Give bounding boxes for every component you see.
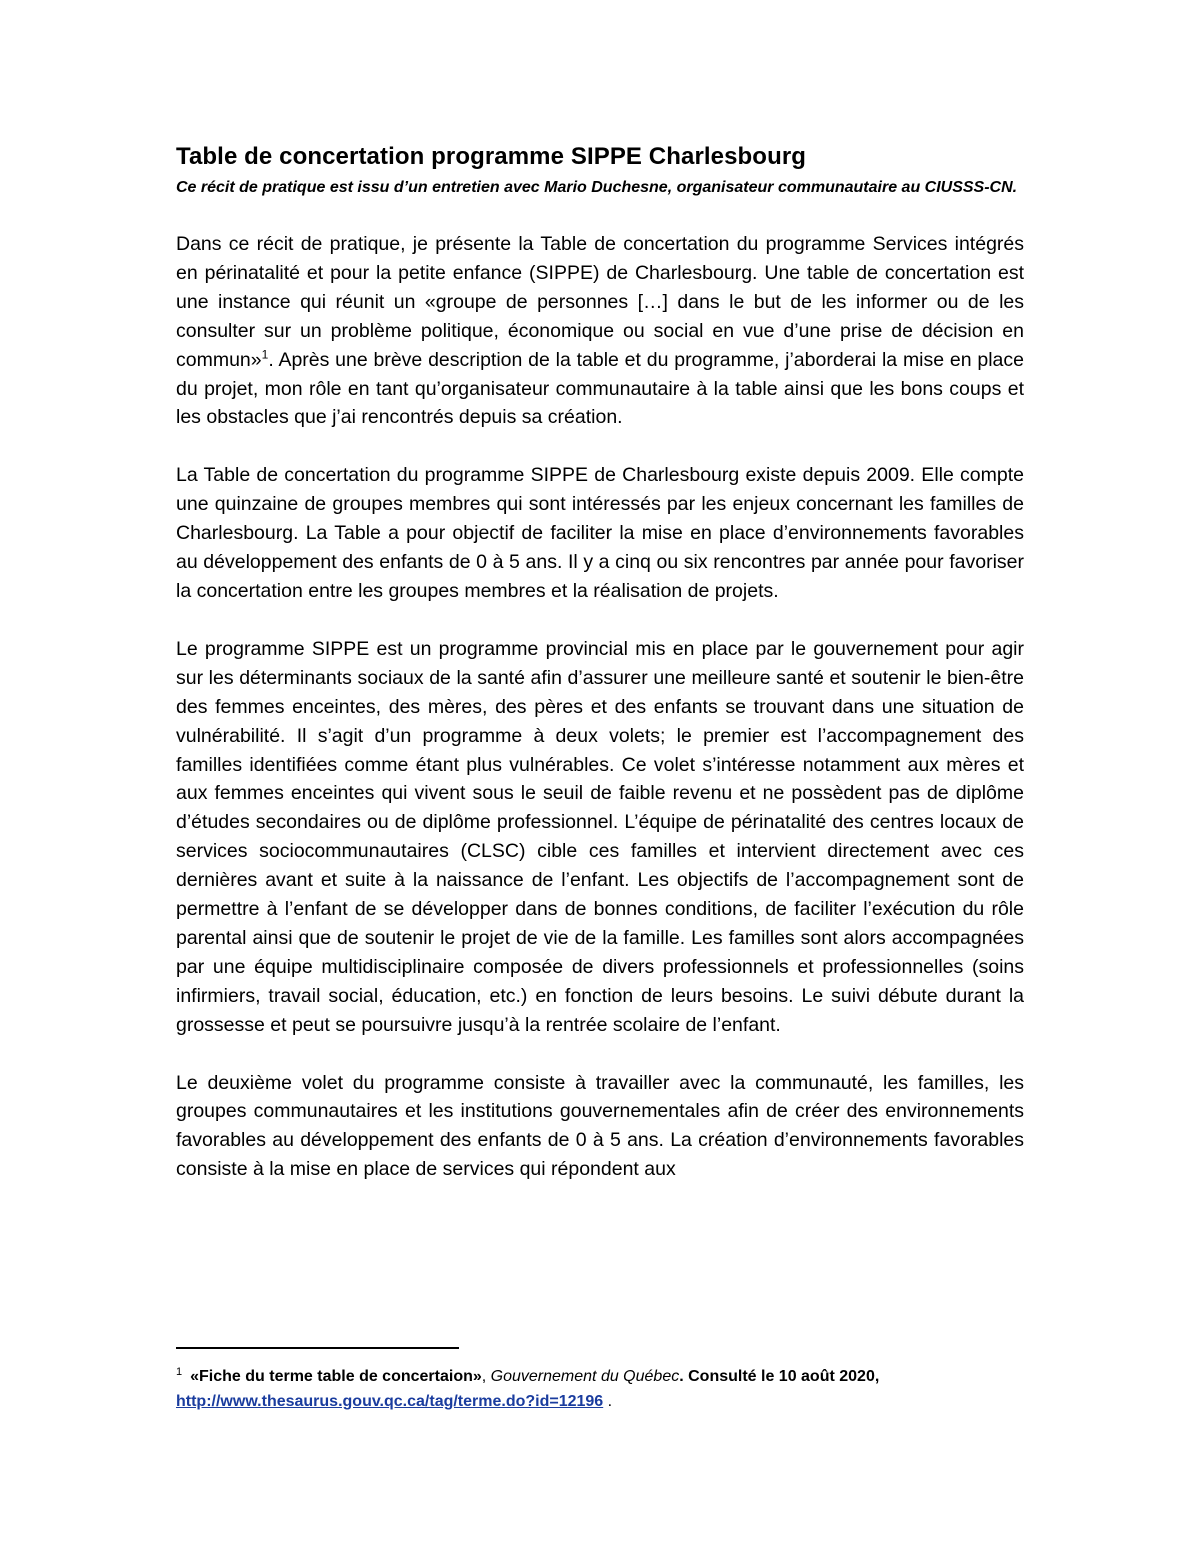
footnote-title: «Fiche du terme table de concertaion» bbox=[190, 1368, 482, 1385]
paragraph-second-component: Le deuxième volet du programme consiste à travailler avec la communauté, les familles, les groupes communautaires et les institutions gouvernementales afin de créer des environnements favorables au développement des enfants de 0 à 5 ans. La création d’environnements favorables consiste à la mise en place de services qui répondent aux bbox=[176, 1071, 1024, 1181]
footnote-reference[interactable]: 1 bbox=[261, 347, 269, 362]
paragraph-table-description: La Table de concertation du programme SIPPE de Charlesbourg existe depuis 2009. Elle compte une quinzaine de groupes membres qui sont intéressés par les enjeux concernant les familles de Charlesbourg. La Table a pour objectif de faciliter la mise en place d’environnements favorables au développement des enfants de 0 à 5 ans. Il y a cinq ou six rencontres par année pour favoriser la concertation entre les groupes membres et la réalisation de projets. bbox=[176, 464, 1024, 602]
footnote-source: Gouvernement du Québec bbox=[490, 1368, 680, 1385]
paragraph-intro-continuation: . Après une brève description de la table et du programme, j’aborderai la mise en place du projet, mon rôle en tant qu’organisateur communautaire à la table ainsi que les bons coups et les obstacles que j’ai rencontrés depuis sa création. bbox=[176, 348, 1024, 429]
footnote-marker: 1 bbox=[176, 1365, 183, 1378]
paragraph-intro-text: Dans ce récit de pratique, je présente la Table de concertation du programme Services intégrés en périnatalité et pour la petite enfance (SIPPE) de Charlesbourg. Une table de concertation est une instance qui réunit un «groupe de personnes […] dans le but de les informer ou de les consulter sur un problème politique, économique ou social en vue d’une prise de décision en commun» bbox=[176, 233, 1024, 371]
footnote-consulted: . Consulté le 10 août 2020, bbox=[679, 1368, 880, 1385]
document-subtitle: Ce récit de pratique est issu d’un entretien avec Mario Duchesne, organisateur communautaire au CIUSSS-CN. bbox=[176, 179, 1018, 196]
footnote bbox=[176, 1364, 1024, 1414]
footnote-trailing: . bbox=[603, 1393, 613, 1410]
footnote-comma: , bbox=[481, 1368, 491, 1385]
document-page bbox=[176, 140, 1024, 1184]
footnote-separator bbox=[176, 1347, 459, 1349]
paragraph-intro bbox=[176, 230, 1024, 432]
footnote-link[interactable]: http://www.thesaurus.gouv.qc.ca/tag/terme.do?id=12196 bbox=[176, 1393, 604, 1410]
paragraph-program-description: Le programme SIPPE est un programme provincial mis en place par le gouvernement pour agir sur les déterminants sociaux de la santé afin d’assurer une meilleure santé et soutenir le bien-être des femmes enceintes, des mères, des pères et des enfants se trouvant dans une situation de vulnérabilité. Il s’agit d’un programme à deux volets; le premier est l’accompagnement des familles identifiées comme étant plus vulnérables. Ce volet s’intéresse notamment aux mères et aux femmes enceintes qui vivent sous le seuil de faible revenu et ne possèdent pas de diplôme d’études secondaires ou de diplôme professionnel. L’équipe de périnatalité des centres locaux de services sociocommunautaires (CLSC) cible ces familles et intervient directement avec ces dernières avant et suite à la naissance de l’enfant. Les objectifs de l’accompagnement sont de permettre à l’enfant de se développer dans de bonnes conditions, de faciliter l’exécution du rôle parental ainsi que de soutenir le projet de vie de la famille. Les familles sont alors accompagnées par une équipe multidisciplinaire composée de divers professionnels et professionnelles (soins infirmiers, travail social, éducation, etc.) en fonction de leurs besoins. Le suivi débute durant la grossesse et peut se poursuivre jusqu’à la rentrée scolaire de l’enfant. bbox=[176, 637, 1024, 1036]
document-title: Table de concertation programme SIPPE Charlesbourg bbox=[176, 143, 807, 170]
